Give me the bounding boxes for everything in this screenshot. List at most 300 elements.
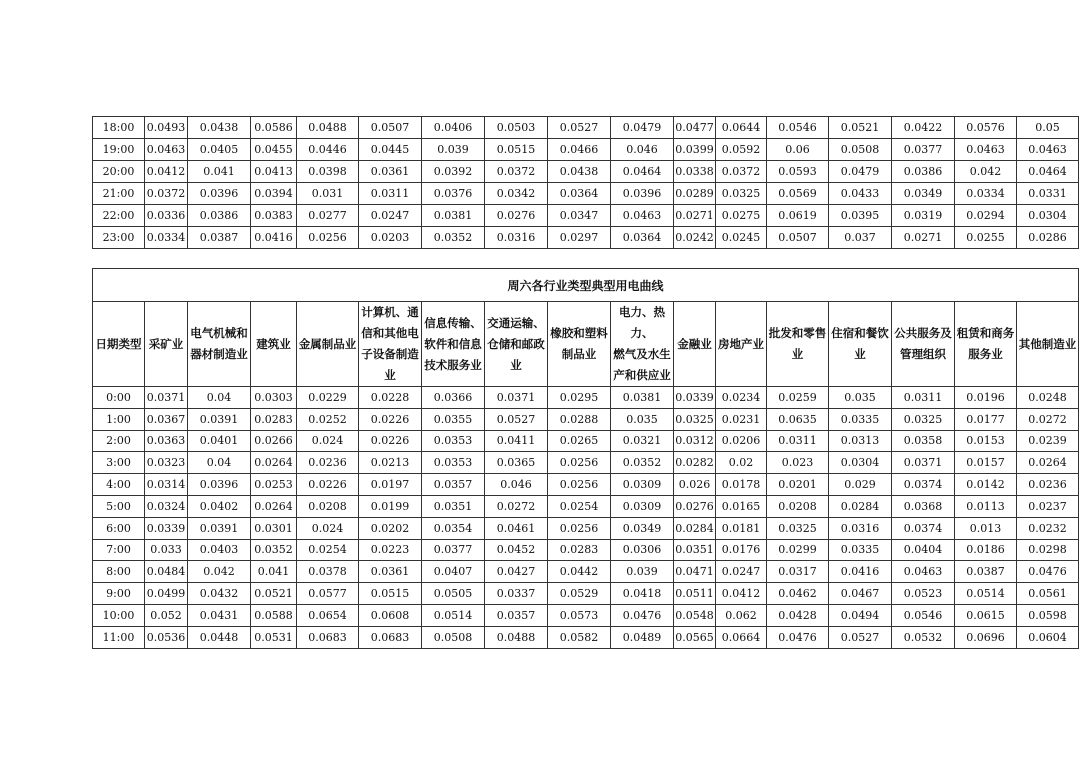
value-cell: 0.0507 [767, 227, 829, 249]
value-cell: 0.0505 [422, 583, 485, 605]
value-cell: 0.0488 [297, 117, 359, 139]
time-cell: 22:00 [93, 205, 145, 227]
value-cell: 0.0471 [674, 561, 716, 583]
value-cell: 0.0365 [485, 452, 548, 474]
value-cell: 0.0499 [145, 583, 188, 605]
table-row [93, 539, 1079, 561]
value-cell: 0.0493 [145, 117, 188, 139]
table-header-row [93, 302, 1079, 387]
value-cell: 0.0464 [1017, 161, 1079, 183]
time-cell: 10:00 [93, 604, 145, 626]
value-cell: 0.0283 [251, 408, 297, 430]
column-header [716, 302, 767, 387]
saturday-load-curve-table [92, 268, 1079, 649]
value-cell: 0.0247 [716, 561, 767, 583]
value-cell: 0.0463 [145, 139, 188, 161]
column-header [422, 302, 485, 387]
value-cell: 0.033 [145, 539, 188, 561]
value-cell: 0.041 [251, 561, 297, 583]
value-cell: 0.0231 [716, 408, 767, 430]
column-header-line: 电气机械和 [190, 326, 248, 340]
value-cell: 0.0153 [955, 430, 1017, 452]
value-cell: 0.0489 [611, 626, 674, 648]
value-cell: 0.0304 [1017, 205, 1079, 227]
value-cell: 0.0271 [674, 205, 716, 227]
value-cell: 0.0592 [716, 139, 767, 161]
value-cell: 0.0598 [1017, 604, 1079, 626]
value-cell: 0.0177 [955, 408, 1017, 430]
value-cell: 0.0256 [548, 517, 611, 539]
value-cell: 0.0181 [716, 517, 767, 539]
value-cell: 0.0371 [892, 452, 955, 474]
value-cell: 0.0608 [359, 604, 422, 626]
value-cell: 0.0247 [359, 205, 422, 227]
value-cell: 0.0178 [716, 474, 767, 496]
value-cell: 0.0272 [485, 495, 548, 517]
column-header [674, 302, 716, 387]
column-header-line: 软件和信息 [424, 336, 482, 351]
value-cell: 0.0186 [955, 539, 1017, 561]
value-cell: 0.0357 [422, 474, 485, 496]
value-cell: 0.039 [422, 139, 485, 161]
value-cell: 0.0256 [548, 452, 611, 474]
value-cell: 0.0316 [829, 517, 892, 539]
value-cell: 0.0349 [892, 183, 955, 205]
value-cell: 0.0588 [251, 604, 297, 626]
value-cell: 0.0176 [716, 539, 767, 561]
value-cell: 0.0398 [297, 161, 359, 183]
value-cell: 0.0259 [767, 387, 829, 409]
value-cell: 0.04 [188, 452, 251, 474]
value-cell: 0.0357 [485, 604, 548, 626]
value-cell: 0.035 [611, 408, 674, 430]
value-cell: 0.0272 [1017, 408, 1079, 430]
column-header-line: 信息传输、 [424, 315, 482, 330]
value-cell: 0.0466 [548, 139, 611, 161]
value-cell: 0.0438 [548, 161, 611, 183]
value-cell: 0.0515 [485, 139, 548, 161]
value-cell: 0.0402 [188, 495, 251, 517]
value-cell: 0.0264 [251, 452, 297, 474]
column-header-line: 业 [384, 368, 396, 382]
time-cell: 8:00 [93, 561, 145, 583]
column-header [188, 302, 251, 387]
value-cell: 0.0324 [145, 495, 188, 517]
table-title: 周六各行业类型典型用电曲线 [93, 269, 1079, 302]
value-cell: 0.0256 [548, 474, 611, 496]
value-cell: 0.0635 [767, 408, 829, 430]
value-cell: 0.0521 [829, 117, 892, 139]
value-cell: 0.0157 [955, 452, 1017, 474]
value-cell: 0.0464 [611, 161, 674, 183]
time-cell: 21:00 [93, 183, 145, 205]
value-cell: 0.0312 [674, 430, 716, 452]
value-cell: 0.029 [829, 474, 892, 496]
value-cell: 0.0508 [422, 626, 485, 648]
value-cell: 0.0335 [829, 539, 892, 561]
value-cell: 0.0374 [892, 474, 955, 496]
column-header-line: 仓储和邮政 [487, 336, 545, 351]
value-cell: 0.0236 [1017, 474, 1079, 496]
table-row [93, 452, 1079, 474]
column-header-line: 子设备制造 [361, 347, 419, 361]
value-cell: 0.0433 [829, 183, 892, 205]
value-cell: 0.0335 [829, 408, 892, 430]
value-cell: 0.0311 [892, 387, 955, 409]
column-header-line: 电力、热力、 [619, 305, 665, 340]
value-cell: 0.0484 [145, 561, 188, 583]
value-cell: 0.0309 [611, 495, 674, 517]
value-cell: 0.0515 [359, 583, 422, 605]
value-cell: 0.0368 [892, 495, 955, 517]
value-cell: 0.0276 [674, 495, 716, 517]
value-cell: 0.0463 [611, 205, 674, 227]
value-cell: 0.0299 [767, 539, 829, 561]
value-cell: 0.0654 [297, 604, 359, 626]
column-header [251, 302, 297, 387]
value-cell: 0.0294 [955, 205, 1017, 227]
value-cell: 0.0529 [548, 583, 611, 605]
value-cell: 0.0455 [251, 139, 297, 161]
value-cell: 0.0336 [145, 205, 188, 227]
value-cell: 0.0391 [188, 517, 251, 539]
column-header-line: 建筑业 [256, 336, 291, 351]
value-cell: 0.0255 [955, 227, 1017, 249]
column-header [611, 302, 674, 387]
value-cell: 0.062 [716, 604, 767, 626]
value-cell: 0.0248 [1017, 387, 1079, 409]
value-cell: 0.0283 [548, 539, 611, 561]
column-header-line: 橡胶和塑料 [550, 326, 608, 340]
value-cell: 0.0418 [611, 583, 674, 605]
time-cell: 6:00 [93, 517, 145, 539]
value-cell: 0.0403 [188, 539, 251, 561]
value-cell: 0.0321 [611, 430, 674, 452]
value-cell: 0.0432 [188, 583, 251, 605]
table-row [93, 561, 1079, 583]
table-row [93, 474, 1079, 496]
value-cell: 0.0521 [251, 583, 297, 605]
value-cell: 0.0488 [485, 626, 548, 648]
table-row [93, 387, 1079, 409]
value-cell: 0.0349 [611, 517, 674, 539]
value-cell: 0.0546 [767, 117, 829, 139]
value-cell: 0.042 [955, 161, 1017, 183]
value-cell: 0.0271 [892, 227, 955, 249]
value-cell: 0.0206 [716, 430, 767, 452]
value-cell: 0.0325 [674, 408, 716, 430]
value-cell: 0.0242 [674, 227, 716, 249]
column-header-line: 器材制造业 [190, 347, 248, 361]
value-cell: 0.0202 [359, 517, 422, 539]
column-header-line: 管理组织 [900, 347, 946, 361]
value-cell: 0.0352 [251, 539, 297, 561]
value-cell: 0.035 [829, 387, 892, 409]
value-cell: 0.0494 [829, 604, 892, 626]
value-cell: 0.0309 [611, 474, 674, 496]
value-cell: 0.0371 [145, 387, 188, 409]
value-cell: 0.0463 [892, 561, 955, 583]
value-cell: 0.023 [767, 452, 829, 474]
value-cell: 0.0503 [485, 117, 548, 139]
value-cell: 0.0386 [892, 161, 955, 183]
time-cell: 19:00 [93, 139, 145, 161]
column-header-line: 技术服务业 [424, 357, 482, 372]
column-header-line: 金融业 [677, 336, 712, 351]
value-cell: 0.0372 [716, 161, 767, 183]
value-cell: 0.0331 [1017, 183, 1079, 205]
value-cell: 0.0353 [422, 430, 485, 452]
value-cell: 0.0284 [829, 495, 892, 517]
value-cell: 0.0228 [359, 387, 422, 409]
value-cell: 0.0201 [767, 474, 829, 496]
value-cell: 0.0252 [297, 408, 359, 430]
value-cell: 0.0297 [548, 227, 611, 249]
value-cell: 0.026 [674, 474, 716, 496]
value-cell: 0.0245 [716, 227, 767, 249]
column-header [892, 302, 955, 387]
column-header-line: 信和其他电 [361, 326, 419, 340]
value-cell: 0.0476 [1017, 561, 1079, 583]
value-cell: 0.0303 [251, 387, 297, 409]
value-cell: 0.0254 [297, 539, 359, 561]
column-header-line: 批发和零售 [768, 326, 827, 340]
value-cell: 0.0196 [955, 387, 1017, 409]
value-cell: 0.0295 [548, 387, 611, 409]
value-cell: 0.0416 [251, 227, 297, 249]
value-cell: 0.0311 [767, 430, 829, 452]
value-cell: 0.0342 [485, 183, 548, 205]
column-header-line: 房地产业 [718, 336, 764, 351]
value-cell: 0.0313 [829, 430, 892, 452]
value-cell: 0.0361 [359, 561, 422, 583]
value-cell: 0.0431 [188, 604, 251, 626]
value-cell: 0.0476 [611, 604, 674, 626]
column-header [297, 302, 359, 387]
value-cell: 0.0355 [422, 408, 485, 430]
value-cell: 0.0586 [251, 117, 297, 139]
column-header-line: 计算机、通 [361, 305, 419, 319]
value-cell: 0.0527 [548, 117, 611, 139]
value-cell: 0.04 [188, 387, 251, 409]
time-cell: 3:00 [93, 452, 145, 474]
table-row [93, 626, 1079, 648]
value-cell: 0.0339 [145, 517, 188, 539]
value-cell: 0.0337 [485, 583, 548, 605]
table-row [93, 205, 1079, 227]
value-cell: 0.0314 [145, 474, 188, 496]
time-cell: 5:00 [93, 495, 145, 517]
value-cell: 0.0391 [188, 408, 251, 430]
value-cell: 0.0386 [188, 205, 251, 227]
column-header-line: 采矿业 [148, 336, 184, 351]
table-row [93, 430, 1079, 452]
value-cell: 0.0226 [359, 430, 422, 452]
value-cell: 0.0199 [359, 495, 422, 517]
column-header [1017, 302, 1079, 387]
value-cell: 0.0351 [674, 539, 716, 561]
value-cell: 0.0593 [767, 161, 829, 183]
value-cell: 0.0264 [251, 495, 297, 517]
value-cell: 0.0323 [145, 452, 188, 474]
value-cell: 0.0298 [1017, 539, 1079, 561]
value-cell: 0.041 [188, 161, 251, 183]
value-cell: 0.0277 [297, 205, 359, 227]
value-cell: 0.0413 [251, 161, 297, 183]
value-cell: 0.0387 [188, 227, 251, 249]
value-cell: 0.0371 [485, 387, 548, 409]
column-header [767, 302, 829, 387]
column-header-line: 住宿和餐饮 [831, 326, 889, 340]
value-cell: 0.0197 [359, 474, 422, 496]
value-cell: 0.0352 [611, 452, 674, 474]
value-cell: 0.0358 [892, 430, 955, 452]
value-cell: 0.0306 [611, 539, 674, 561]
value-cell: 0.0347 [548, 205, 611, 227]
value-cell: 0.0237 [1017, 495, 1079, 517]
value-cell: 0.0266 [251, 430, 297, 452]
value-cell: 0.0604 [1017, 626, 1079, 648]
table-row [93, 161, 1079, 183]
value-cell: 0.0226 [297, 474, 359, 496]
column-header-line: 金属制品业 [298, 336, 357, 351]
value-cell: 0.0378 [297, 561, 359, 583]
value-cell: 0.0372 [485, 161, 548, 183]
value-cell: 0.0438 [188, 117, 251, 139]
value-cell: 0.0476 [767, 626, 829, 648]
value-cell: 0.0396 [188, 474, 251, 496]
value-cell: 0.024 [297, 517, 359, 539]
value-cell: 0.0462 [767, 583, 829, 605]
value-cell: 0.0404 [892, 539, 955, 561]
column-header [829, 302, 892, 387]
table-row [93, 604, 1079, 626]
table-body [93, 387, 1079, 649]
value-cell: 0.0619 [767, 205, 829, 227]
column-header [955, 302, 1017, 387]
value-cell: 0.0561 [1017, 583, 1079, 605]
time-cell: 11:00 [93, 626, 145, 648]
value-cell: 0.0229 [297, 387, 359, 409]
value-cell: 0.0364 [548, 183, 611, 205]
value-cell: 0.0353 [422, 452, 485, 474]
value-cell: 0.0325 [767, 517, 829, 539]
value-cell: 0.0338 [674, 161, 716, 183]
value-cell: 0.0289 [674, 183, 716, 205]
value-cell: 0.0364 [611, 227, 674, 249]
value-cell: 0.0536 [145, 626, 188, 648]
value-cell: 0.0477 [674, 117, 716, 139]
value-cell: 0.0301 [251, 517, 297, 539]
value-cell: 0.0351 [422, 495, 485, 517]
value-cell: 0.06 [767, 139, 829, 161]
value-cell: 0.0367 [145, 408, 188, 430]
value-cell: 0.0234 [716, 387, 767, 409]
value-cell: 0.0282 [674, 452, 716, 474]
value-cell: 0.0422 [892, 117, 955, 139]
value-cell: 0.024 [297, 430, 359, 452]
time-cell: 0:00 [93, 387, 145, 409]
column-header [359, 302, 422, 387]
value-cell: 0.0339 [674, 387, 716, 409]
table-row [93, 517, 1079, 539]
value-cell: 0.0142 [955, 474, 1017, 496]
value-cell: 0.0381 [611, 387, 674, 409]
value-cell: 0.0448 [188, 626, 251, 648]
value-cell: 0.0366 [422, 387, 485, 409]
value-cell: 0.0479 [829, 161, 892, 183]
time-cell: 7:00 [93, 539, 145, 561]
value-cell: 0.0311 [359, 183, 422, 205]
value-cell: 0.0576 [955, 117, 1017, 139]
value-cell: 0.0573 [548, 604, 611, 626]
value-cell: 0.0527 [829, 626, 892, 648]
value-cell: 0.0319 [892, 205, 955, 227]
value-cell: 0.0412 [716, 583, 767, 605]
value-cell: 0.0523 [892, 583, 955, 605]
value-cell: 0.0275 [716, 205, 767, 227]
value-cell: 0.0527 [485, 408, 548, 430]
value-cell: 0.0203 [359, 227, 422, 249]
value-cell: 0.0463 [1017, 139, 1079, 161]
column-header-line: 服务业 [968, 347, 1003, 361]
value-cell: 0.0548 [674, 604, 716, 626]
value-cell: 0.0445 [359, 139, 422, 161]
table-row [93, 139, 1079, 161]
value-cell: 0.0696 [955, 626, 1017, 648]
column-header-line: 产和供应业 [613, 368, 671, 382]
value-cell: 0.013 [955, 517, 1017, 539]
value-cell: 0.046 [611, 139, 674, 161]
value-cell: 0.0208 [767, 495, 829, 517]
value-cell: 0.0395 [829, 205, 892, 227]
value-cell: 0.0446 [297, 139, 359, 161]
value-cell: 0.0352 [422, 227, 485, 249]
column-header-line: 制品业 [561, 347, 597, 361]
column-header [548, 302, 611, 387]
table-row [93, 583, 1079, 605]
value-cell: 0.0644 [716, 117, 767, 139]
column-header-line: 业 [854, 347, 866, 361]
table-title-row [93, 269, 1079, 302]
value-cell: 0.0354 [422, 517, 485, 539]
column-header-line: 公共服务及 [894, 326, 952, 340]
value-cell: 0.0452 [485, 539, 548, 561]
value-cell: 0.0334 [955, 183, 1017, 205]
value-cell: 0.0683 [297, 626, 359, 648]
value-cell: 0.0569 [767, 183, 829, 205]
value-cell: 0.0396 [188, 183, 251, 205]
column-header-line: 其他制造业 [1018, 336, 1077, 351]
value-cell: 0.0254 [548, 495, 611, 517]
value-cell: 0.037 [829, 227, 892, 249]
value-cell: 0.0288 [548, 408, 611, 430]
value-cell: 0.046 [485, 474, 548, 496]
value-cell: 0.0511 [674, 583, 716, 605]
time-cell: 23:00 [93, 227, 145, 249]
column-header-line: 燃气及水生 [613, 347, 671, 361]
value-cell: 0.052 [145, 604, 188, 626]
value-cell: 0.0284 [674, 517, 716, 539]
column-header-line: 业 [791, 347, 804, 361]
value-cell: 0.0256 [297, 227, 359, 249]
table-row [93, 227, 1079, 249]
value-cell: 0.0223 [359, 539, 422, 561]
value-cell: 0.0276 [485, 205, 548, 227]
value-cell: 0.0383 [251, 205, 297, 227]
value-cell: 0.0531 [251, 626, 297, 648]
value-cell: 0.0546 [892, 604, 955, 626]
